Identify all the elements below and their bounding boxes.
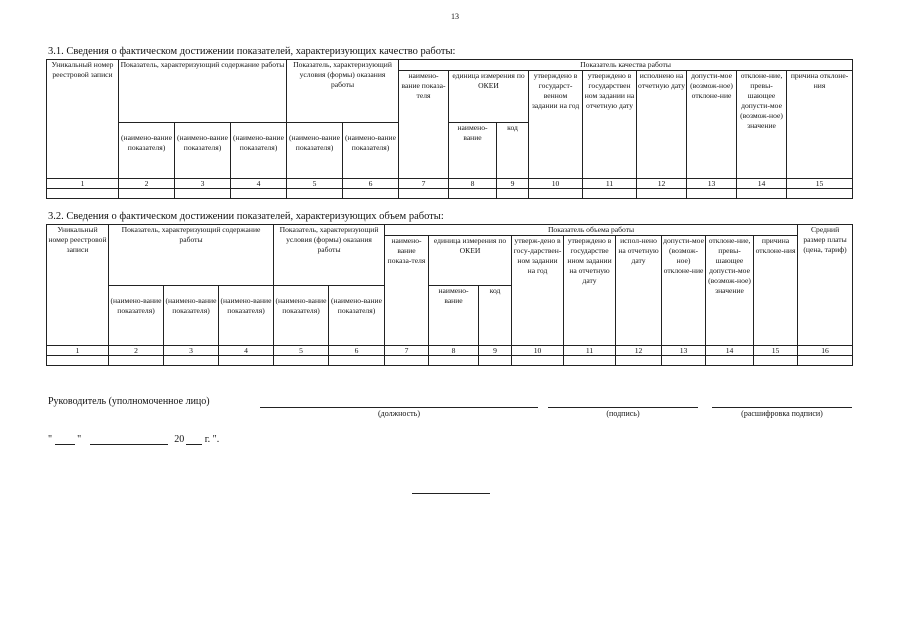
- col-number: 7: [399, 179, 449, 189]
- col-number: 3: [175, 179, 231, 189]
- header-allowed: допусти-мое (возмож-ное) отклоне-ние: [662, 236, 706, 346]
- header-unique: Уникальный номер реестровой записи: [47, 225, 109, 346]
- header-approved-period: утверждено в государстве нном задании на отчетную дату: [564, 236, 616, 346]
- header-sub-3: (наимено-вание показателя): [219, 286, 274, 346]
- decode-caption: (расшифровка подписи): [741, 409, 823, 418]
- header-conditions: Показатель, характеризующий условия (формы) оказания работы: [287, 60, 399, 123]
- header-conditions: Показатель, характеризующий условия (формы) оказания работы: [274, 225, 385, 286]
- col-number: 7: [385, 346, 429, 356]
- header-sub-5: (наимено-вание показателя): [329, 286, 385, 346]
- col-number: 10: [529, 179, 583, 189]
- col-number: 14: [737, 179, 787, 189]
- date-day-field[interactable]: [55, 434, 75, 445]
- header-done: испол-нено на отчетную дату: [616, 236, 662, 346]
- header-sub-2: (наимено-вание показателя): [175, 123, 231, 179]
- col-number: 9: [479, 346, 512, 356]
- header-content: Показатель, характеризующий содержание работы: [109, 225, 274, 286]
- header-unit-name: наимено-вание: [429, 286, 479, 346]
- header-approved-year: утверждено в государст-венном задании на год: [529, 71, 583, 179]
- header-exceed: отклоне-ние, превы-шающее допусти-мое (возмож-ное) значение: [706, 236, 754, 346]
- col-number: 2: [119, 179, 175, 189]
- col-number: 12: [637, 179, 687, 189]
- header-name: наимено-вание показа-теля: [399, 71, 449, 179]
- header-allowed: допусти-мое (возмож-ное) отклоне-ние: [687, 71, 737, 179]
- header-avg-price: Средний размер платы (цена, тариф): [798, 225, 853, 346]
- header-sub-4: (наимено-вание показателя): [274, 286, 329, 346]
- col-number: 15: [787, 179, 853, 189]
- col-number: 13: [687, 179, 737, 189]
- header-sub-4: (наимено-вание показателя): [287, 123, 343, 179]
- table-row: [47, 189, 853, 199]
- volume-table: [46, 224, 853, 366]
- header-sub-2: (наимено-вание показателя): [164, 286, 219, 346]
- header-indicator: Показатель качества работы: [399, 60, 853, 71]
- header-unit: единица измерения по ОКЕИ: [429, 236, 512, 286]
- col-number: 6: [343, 179, 399, 189]
- col-number: 8: [429, 346, 479, 356]
- col-number: 11: [583, 179, 637, 189]
- col-number: 12: [616, 346, 662, 356]
- date-year-prefix: 20: [174, 434, 185, 445]
- date-line: [48, 434, 219, 445]
- header-unique: Уникальный номер реестровой записи: [47, 60, 119, 179]
- col-number: 2: [109, 346, 164, 356]
- header-unit: единица измерения по ОКЕИ: [449, 71, 529, 123]
- quality-table: [46, 59, 853, 199]
- col-number: 6: [329, 346, 385, 356]
- page-number: 13: [451, 12, 459, 21]
- date-month-field[interactable]: [90, 434, 168, 445]
- date-year-field[interactable]: [186, 434, 202, 445]
- section-volume-title: 3.2. Сведения о фактическом достижении показателей, характеризующих объем работы:: [48, 211, 444, 222]
- header-sub-1: (наимено-вание показателя): [119, 123, 175, 179]
- header-approved-period: утверждено в государствен ном задании на отчетную дату: [583, 71, 637, 179]
- header-sub-5: (наимено-вание показателя): [343, 123, 399, 179]
- header-indicator: Показатель объема работы: [385, 225, 798, 236]
- header-sub-3: (наимено-вание показателя): [231, 123, 287, 179]
- col-number: 11: [564, 346, 616, 356]
- table-row: [47, 356, 853, 366]
- col-number: 1: [47, 179, 119, 189]
- decode-line[interactable]: [712, 407, 852, 408]
- header-approved-year: утверж-дено в госу-дарствен-ном задании на год: [512, 236, 564, 346]
- manager-label: Руководитель (уполномоченное лицо): [48, 396, 210, 407]
- position-line[interactable]: [260, 407, 538, 408]
- col-number: 9: [497, 179, 529, 189]
- col-number: 8: [449, 179, 497, 189]
- header-unit-name: наимено-вание: [449, 123, 497, 179]
- position-caption: (должность): [378, 409, 420, 418]
- signature-caption: (подпись): [606, 409, 640, 418]
- col-number: 3: [164, 346, 219, 356]
- header-reason: причина отклоне-ния: [787, 71, 853, 179]
- header-name: наимено-вание показа-теля: [385, 236, 429, 346]
- col-number: 4: [231, 179, 287, 189]
- header-content: Показатель, характеризующий содержание работы: [119, 60, 287, 123]
- column-numbers-row: [47, 179, 853, 189]
- col-number: 10: [512, 346, 564, 356]
- col-number: 4: [219, 346, 274, 356]
- col-number: 14: [706, 346, 754, 356]
- col-number: 5: [287, 179, 343, 189]
- col-number: 1: [47, 346, 109, 356]
- column-numbers-row: [47, 346, 853, 356]
- header-unit-code: код: [479, 286, 512, 346]
- header-reason: причина отклоне-ния: [754, 236, 798, 346]
- header-sub-1: (наимено-вание показателя): [109, 286, 164, 346]
- date-open-quote: ": [48, 434, 53, 445]
- header-done: исполнено на отчетную дату: [637, 71, 687, 179]
- header-exceed: отклоне-ние, превы-шающее допусти-мое (возмож-ное) значение: [737, 71, 787, 179]
- date-close-quote: ": [77, 434, 82, 445]
- col-number: 5: [274, 346, 329, 356]
- section-quality-title: 3.1. Сведения о фактическом достижении показателей, характеризующих качество работы:: [48, 46, 456, 57]
- col-number: 16: [798, 346, 853, 356]
- header-unit-code: код: [497, 123, 529, 179]
- signature-line[interactable]: [548, 407, 698, 408]
- col-number: 15: [754, 346, 798, 356]
- col-number: 13: [662, 346, 706, 356]
- footnote-separator: [412, 493, 490, 494]
- date-year-suffix: г. ".: [204, 434, 220, 445]
